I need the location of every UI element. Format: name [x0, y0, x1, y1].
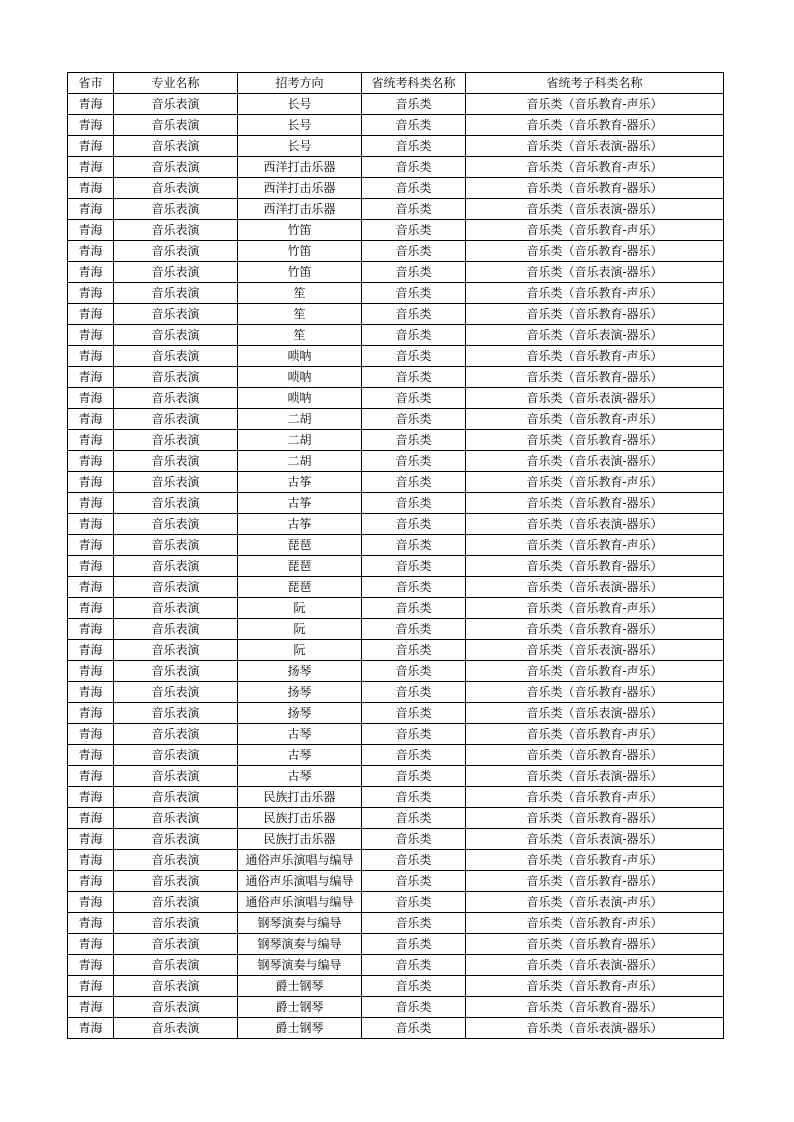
header-row	[68, 73, 724, 94]
cell-province: 青海	[68, 241, 114, 262]
cell-exam-direction: 阮	[238, 598, 362, 619]
cell-exam-subcategory: 音乐类（音乐表演-声乐）	[466, 892, 724, 913]
cell-exam-category: 音乐类	[362, 430, 466, 451]
cell-major-name: 音乐表演	[114, 598, 238, 619]
table-row	[68, 640, 724, 661]
cell-exam-direction: 爵士钢琴	[238, 997, 362, 1018]
cell-exam-direction: 民族打击乐器	[238, 808, 362, 829]
cell-exam-direction: 通俗声乐演唱与编导	[238, 871, 362, 892]
cell-major-name: 音乐表演	[114, 514, 238, 535]
cell-province: 青海	[68, 367, 114, 388]
table-row	[68, 430, 724, 451]
cell-major-name: 音乐表演	[114, 535, 238, 556]
cell-exam-category: 音乐类	[362, 955, 466, 976]
table-row	[68, 514, 724, 535]
table-row	[68, 136, 724, 157]
cell-exam-subcategory: 音乐类（音乐教育-声乐）	[466, 94, 724, 115]
cell-province: 青海	[68, 766, 114, 787]
cell-province: 青海	[68, 619, 114, 640]
cell-province: 青海	[68, 703, 114, 724]
cell-exam-subcategory: 音乐类（音乐教育-声乐）	[466, 472, 724, 493]
cell-exam-subcategory: 音乐类（音乐教育-器乐）	[466, 997, 724, 1018]
cell-exam-category: 音乐类	[362, 640, 466, 661]
table-row	[68, 724, 724, 745]
cell-exam-direction: 民族打击乐器	[238, 829, 362, 850]
cell-exam-subcategory: 音乐类（音乐教育-器乐）	[466, 745, 724, 766]
table-row	[68, 199, 724, 220]
cell-exam-subcategory: 音乐类（音乐教育-声乐）	[466, 661, 724, 682]
cell-exam-direction: 笙	[238, 283, 362, 304]
cell-exam-direction: 长号	[238, 115, 362, 136]
cell-major-name: 音乐表演	[114, 976, 238, 997]
table-row	[68, 535, 724, 556]
cell-exam-subcategory: 音乐类（音乐教育-声乐）	[466, 409, 724, 430]
cell-major-name: 音乐表演	[114, 283, 238, 304]
cell-province: 青海	[68, 724, 114, 745]
cell-province: 青海	[68, 850, 114, 871]
cell-exam-subcategory: 音乐类（音乐教育-器乐）	[466, 115, 724, 136]
cell-exam-direction: 通俗声乐演唱与编导	[238, 850, 362, 871]
cell-exam-direction: 古琴	[238, 766, 362, 787]
cell-province: 青海	[68, 430, 114, 451]
cell-exam-direction: 二胡	[238, 409, 362, 430]
cell-exam-subcategory: 音乐类（音乐教育-声乐）	[466, 913, 724, 934]
cell-exam-subcategory: 音乐类（音乐教育-声乐）	[466, 157, 724, 178]
cell-exam-direction: 爵士钢琴	[238, 976, 362, 997]
cell-exam-category: 音乐类	[362, 220, 466, 241]
table-row	[68, 577, 724, 598]
cell-exam-category: 音乐类	[362, 619, 466, 640]
table-row	[68, 829, 724, 850]
table-row	[68, 703, 724, 724]
table-row	[68, 808, 724, 829]
cell-exam-category: 音乐类	[362, 493, 466, 514]
cell-province: 青海	[68, 472, 114, 493]
cell-province: 青海	[68, 913, 114, 934]
cell-exam-subcategory: 音乐类（音乐教育-器乐）	[466, 619, 724, 640]
cell-major-name: 音乐表演	[114, 220, 238, 241]
cell-major-name: 音乐表演	[114, 136, 238, 157]
cell-province: 青海	[68, 409, 114, 430]
cell-exam-direction: 西洋打击乐器	[238, 178, 362, 199]
cell-exam-subcategory: 音乐类（音乐教育-器乐）	[466, 367, 724, 388]
cell-major-name: 音乐表演	[114, 934, 238, 955]
cell-major-name: 音乐表演	[114, 871, 238, 892]
cell-exam-subcategory: 音乐类（音乐表演-器乐）	[466, 577, 724, 598]
cell-exam-direction: 扬琴	[238, 661, 362, 682]
cell-exam-subcategory: 音乐类（音乐教育-器乐）	[466, 304, 724, 325]
table-row	[68, 661, 724, 682]
cell-province: 青海	[68, 976, 114, 997]
table-row	[68, 94, 724, 115]
table-row	[68, 115, 724, 136]
cell-exam-direction: 笙	[238, 325, 362, 346]
cell-exam-direction: 琵琶	[238, 556, 362, 577]
cell-province: 青海	[68, 304, 114, 325]
header-major-name: 专业名称	[114, 73, 238, 94]
cell-exam-subcategory: 音乐类（音乐表演-器乐）	[466, 262, 724, 283]
cell-major-name: 音乐表演	[114, 997, 238, 1018]
cell-exam-direction: 爵士钢琴	[238, 1018, 362, 1039]
cell-province: 青海	[68, 136, 114, 157]
table-row	[68, 598, 724, 619]
table-row	[68, 325, 724, 346]
table-row	[68, 493, 724, 514]
cell-exam-direction: 琵琶	[238, 535, 362, 556]
cell-major-name: 音乐表演	[114, 367, 238, 388]
cell-exam-direction: 唢呐	[238, 388, 362, 409]
cell-exam-direction: 钢琴演奏与编导	[238, 955, 362, 976]
cell-province: 青海	[68, 388, 114, 409]
cell-exam-direction: 阮	[238, 640, 362, 661]
cell-exam-subcategory: 音乐类（音乐表演-器乐）	[466, 136, 724, 157]
cell-exam-direction: 古筝	[238, 514, 362, 535]
cell-exam-category: 音乐类	[362, 199, 466, 220]
cell-province: 青海	[68, 199, 114, 220]
cell-exam-subcategory: 音乐类（音乐教育-器乐）	[466, 682, 724, 703]
cell-exam-category: 音乐类	[362, 808, 466, 829]
cell-exam-direction: 钢琴演奏与编导	[238, 913, 362, 934]
cell-exam-subcategory: 音乐类（音乐教育-器乐）	[466, 493, 724, 514]
cell-major-name: 音乐表演	[114, 703, 238, 724]
cell-province: 青海	[68, 325, 114, 346]
table-row	[68, 934, 724, 955]
cell-exam-category: 音乐类	[362, 367, 466, 388]
cell-exam-direction: 长号	[238, 136, 362, 157]
cell-major-name: 音乐表演	[114, 892, 238, 913]
cell-exam-category: 音乐类	[362, 745, 466, 766]
cell-major-name: 音乐表演	[114, 955, 238, 976]
cell-province: 青海	[68, 640, 114, 661]
cell-province: 青海	[68, 829, 114, 850]
cell-exam-subcategory: 音乐类（音乐表演-器乐）	[466, 388, 724, 409]
cell-exam-direction: 西洋打击乐器	[238, 157, 362, 178]
cell-exam-category: 音乐类	[362, 115, 466, 136]
cell-exam-subcategory: 音乐类（音乐表演-器乐）	[466, 451, 724, 472]
cell-exam-category: 音乐类	[362, 934, 466, 955]
cell-exam-direction: 竹笛	[238, 262, 362, 283]
cell-exam-subcategory: 音乐类（音乐教育-声乐）	[466, 220, 724, 241]
cell-exam-category: 音乐类	[362, 241, 466, 262]
cell-exam-direction: 通俗声乐演唱与编导	[238, 892, 362, 913]
cell-exam-category: 音乐类	[362, 388, 466, 409]
cell-province: 青海	[68, 220, 114, 241]
cell-exam-category: 音乐类	[362, 136, 466, 157]
cell-exam-category: 音乐类	[362, 346, 466, 367]
cell-exam-direction: 竹笛	[238, 241, 362, 262]
cell-exam-direction: 阮	[238, 619, 362, 640]
table-row	[68, 367, 724, 388]
table-row	[68, 241, 724, 262]
table-row	[68, 283, 724, 304]
header-exam-category: 省统考科类名称	[362, 73, 466, 94]
cell-major-name: 音乐表演	[114, 682, 238, 703]
cell-province: 青海	[68, 283, 114, 304]
table-header	[68, 73, 724, 94]
cell-exam-direction: 二胡	[238, 430, 362, 451]
cell-exam-direction: 笙	[238, 304, 362, 325]
cell-province: 青海	[68, 1018, 114, 1039]
cell-exam-subcategory: 音乐类（音乐教育-声乐）	[466, 283, 724, 304]
cell-province: 青海	[68, 787, 114, 808]
cell-exam-category: 音乐类	[362, 409, 466, 430]
table-row	[68, 304, 724, 325]
cell-exam-category: 音乐类	[362, 871, 466, 892]
cell-exam-category: 音乐类	[362, 787, 466, 808]
table-row	[68, 682, 724, 703]
table-row	[68, 766, 724, 787]
cell-exam-subcategory: 音乐类（音乐教育-器乐）	[466, 241, 724, 262]
cell-major-name: 音乐表演	[114, 451, 238, 472]
cell-major-name: 音乐表演	[114, 640, 238, 661]
cell-province: 青海	[68, 346, 114, 367]
cell-exam-subcategory: 音乐类（音乐教育-器乐）	[466, 871, 724, 892]
table-row	[68, 745, 724, 766]
cell-exam-subcategory: 音乐类（音乐表演-器乐）	[466, 1018, 724, 1039]
cell-exam-category: 音乐类	[362, 913, 466, 934]
table-row	[68, 388, 724, 409]
cell-province: 青海	[68, 871, 114, 892]
table-row	[68, 913, 724, 934]
cell-major-name: 音乐表演	[114, 493, 238, 514]
cell-exam-subcategory: 音乐类（音乐表演-器乐）	[466, 325, 724, 346]
cell-exam-category: 音乐类	[362, 766, 466, 787]
cell-province: 青海	[68, 955, 114, 976]
cell-province: 青海	[68, 94, 114, 115]
cell-province: 青海	[68, 514, 114, 535]
table-row	[68, 1018, 724, 1039]
cell-province: 青海	[68, 808, 114, 829]
cell-exam-direction: 扬琴	[238, 682, 362, 703]
header-exam-subcategory: 省统考子科类名称	[466, 73, 724, 94]
table-row	[68, 262, 724, 283]
header-exam-direction: 招考方向	[238, 73, 362, 94]
cell-exam-subcategory: 音乐类（音乐教育-器乐）	[466, 934, 724, 955]
cell-province: 青海	[68, 157, 114, 178]
cell-exam-category: 音乐类	[362, 1018, 466, 1039]
cell-major-name: 音乐表演	[114, 766, 238, 787]
table-row	[68, 409, 724, 430]
table-row	[68, 892, 724, 913]
cell-province: 青海	[68, 115, 114, 136]
cell-major-name: 音乐表演	[114, 346, 238, 367]
cell-exam-subcategory: 音乐类（音乐教育-声乐）	[466, 598, 724, 619]
table-row	[68, 157, 724, 178]
cell-major-name: 音乐表演	[114, 808, 238, 829]
header-province: 省市	[68, 73, 114, 94]
cell-exam-subcategory: 音乐类（音乐表演-器乐）	[466, 829, 724, 850]
cell-province: 青海	[68, 178, 114, 199]
cell-exam-subcategory: 音乐类（音乐教育-声乐）	[466, 346, 724, 367]
cell-exam-category: 音乐类	[362, 997, 466, 1018]
table-row	[68, 871, 724, 892]
cell-province: 青海	[68, 682, 114, 703]
cell-major-name: 音乐表演	[114, 577, 238, 598]
cell-exam-category: 音乐类	[362, 598, 466, 619]
cell-exam-category: 音乐类	[362, 682, 466, 703]
table-row	[68, 472, 724, 493]
cell-province: 青海	[68, 451, 114, 472]
cell-exam-direction: 民族打击乐器	[238, 787, 362, 808]
table-row	[68, 220, 724, 241]
cell-exam-category: 音乐类	[362, 178, 466, 199]
cell-exam-category: 音乐类	[362, 94, 466, 115]
cell-province: 青海	[68, 661, 114, 682]
cell-major-name: 音乐表演	[114, 745, 238, 766]
cell-exam-direction: 古筝	[238, 493, 362, 514]
table-row	[68, 619, 724, 640]
cell-exam-direction: 钢琴演奏与编导	[238, 934, 362, 955]
cell-province: 青海	[68, 997, 114, 1018]
cell-major-name: 音乐表演	[114, 724, 238, 745]
cell-exam-category: 音乐类	[362, 283, 466, 304]
cell-exam-direction: 唢呐	[238, 346, 362, 367]
cell-exam-direction: 扬琴	[238, 703, 362, 724]
table-body	[68, 94, 724, 1039]
cell-major-name: 音乐表演	[114, 304, 238, 325]
cell-exam-category: 音乐类	[362, 451, 466, 472]
cell-major-name: 音乐表演	[114, 199, 238, 220]
table-row	[68, 976, 724, 997]
cell-exam-direction: 唢呐	[238, 367, 362, 388]
cell-province: 青海	[68, 493, 114, 514]
cell-province: 青海	[68, 577, 114, 598]
cell-major-name: 音乐表演	[114, 472, 238, 493]
cell-major-name: 音乐表演	[114, 178, 238, 199]
cell-exam-direction: 二胡	[238, 451, 362, 472]
admissions-table	[67, 72, 724, 1039]
cell-province: 青海	[68, 556, 114, 577]
cell-exam-category: 音乐类	[362, 850, 466, 871]
cell-major-name: 音乐表演	[114, 913, 238, 934]
cell-exam-category: 音乐类	[362, 724, 466, 745]
cell-exam-category: 音乐类	[362, 556, 466, 577]
cell-exam-direction: 古琴	[238, 745, 362, 766]
cell-exam-category: 音乐类	[362, 577, 466, 598]
cell-exam-direction: 古琴	[238, 724, 362, 745]
cell-major-name: 音乐表演	[114, 556, 238, 577]
cell-exam-subcategory: 音乐类（音乐教育-声乐）	[466, 850, 724, 871]
table-row	[68, 850, 724, 871]
cell-major-name: 音乐表演	[114, 94, 238, 115]
cell-exam-category: 音乐类	[362, 325, 466, 346]
table-row	[68, 451, 724, 472]
table-row	[68, 787, 724, 808]
cell-major-name: 音乐表演	[114, 388, 238, 409]
cell-exam-category: 音乐类	[362, 304, 466, 325]
cell-exam-subcategory: 音乐类（音乐教育-器乐）	[466, 556, 724, 577]
cell-exam-category: 音乐类	[362, 157, 466, 178]
table-row	[68, 178, 724, 199]
cell-exam-category: 音乐类	[362, 472, 466, 493]
cell-major-name: 音乐表演	[114, 262, 238, 283]
cell-major-name: 音乐表演	[114, 619, 238, 640]
table-row	[68, 556, 724, 577]
cell-major-name: 音乐表演	[114, 787, 238, 808]
cell-province: 青海	[68, 535, 114, 556]
cell-exam-subcategory: 音乐类（音乐教育-声乐）	[466, 535, 724, 556]
cell-exam-subcategory: 音乐类（音乐表演-器乐）	[466, 955, 724, 976]
cell-province: 青海	[68, 262, 114, 283]
cell-exam-category: 音乐类	[362, 661, 466, 682]
cell-province: 青海	[68, 934, 114, 955]
cell-province: 青海	[68, 598, 114, 619]
cell-exam-direction: 琵琶	[238, 577, 362, 598]
cell-major-name: 音乐表演	[114, 850, 238, 871]
cell-exam-category: 音乐类	[362, 829, 466, 850]
cell-exam-subcategory: 音乐类（音乐教育-声乐）	[466, 787, 724, 808]
cell-exam-subcategory: 音乐类（音乐表演-器乐）	[466, 199, 724, 220]
cell-major-name: 音乐表演	[114, 409, 238, 430]
cell-exam-category: 音乐类	[362, 514, 466, 535]
cell-exam-subcategory: 音乐类（音乐表演-器乐）	[466, 640, 724, 661]
cell-exam-subcategory: 音乐类（音乐表演-器乐）	[466, 703, 724, 724]
cell-exam-category: 音乐类	[362, 535, 466, 556]
cell-exam-category: 音乐类	[362, 892, 466, 913]
cell-major-name: 音乐表演	[114, 661, 238, 682]
cell-exam-direction: 古筝	[238, 472, 362, 493]
table-row	[68, 997, 724, 1018]
cell-exam-subcategory: 音乐类（音乐表演-器乐）	[466, 514, 724, 535]
cell-major-name: 音乐表演	[114, 115, 238, 136]
cell-exam-category: 音乐类	[362, 262, 466, 283]
cell-major-name: 音乐表演	[114, 325, 238, 346]
cell-exam-subcategory: 音乐类（音乐教育-声乐）	[466, 976, 724, 997]
cell-exam-subcategory: 音乐类（音乐教育-器乐）	[466, 808, 724, 829]
cell-exam-subcategory: 音乐类（音乐教育-器乐）	[466, 430, 724, 451]
cell-exam-subcategory: 音乐类（音乐教育-声乐）	[466, 724, 724, 745]
cell-major-name: 音乐表演	[114, 157, 238, 178]
cell-major-name: 音乐表演	[114, 1018, 238, 1039]
cell-major-name: 音乐表演	[114, 829, 238, 850]
cell-exam-subcategory: 音乐类（音乐表演-器乐）	[466, 766, 724, 787]
table-row	[68, 955, 724, 976]
cell-exam-category: 音乐类	[362, 976, 466, 997]
cell-major-name: 音乐表演	[114, 241, 238, 262]
table-row	[68, 346, 724, 367]
cell-exam-direction: 竹笛	[238, 220, 362, 241]
cell-exam-direction: 西洋打击乐器	[238, 199, 362, 220]
cell-province: 青海	[68, 745, 114, 766]
cell-major-name: 音乐表演	[114, 430, 238, 451]
cell-exam-subcategory: 音乐类（音乐教育-器乐）	[466, 178, 724, 199]
cell-exam-direction: 长号	[238, 94, 362, 115]
cell-province: 青海	[68, 892, 114, 913]
cell-exam-category: 音乐类	[362, 703, 466, 724]
